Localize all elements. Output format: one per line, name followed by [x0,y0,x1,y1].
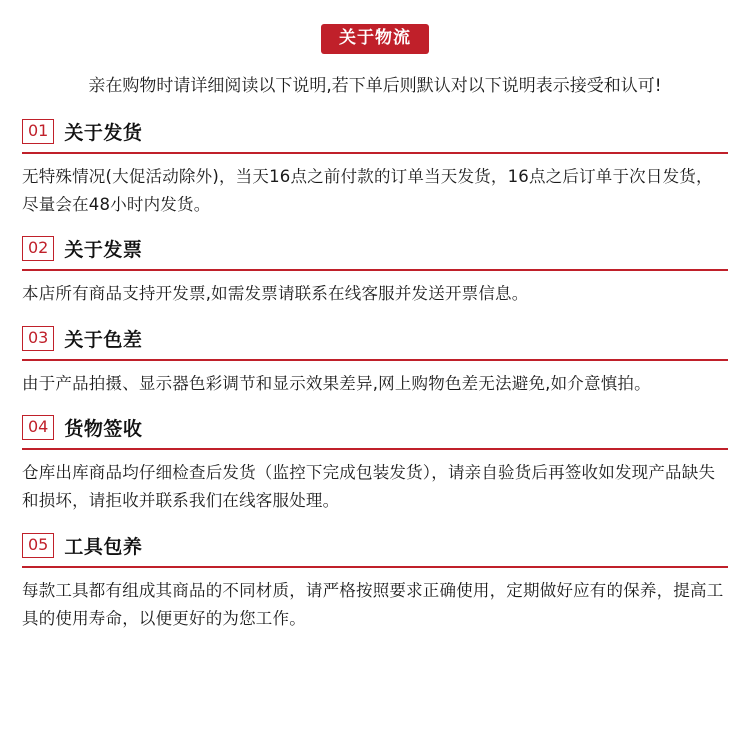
section-04-header [22,414,728,448]
section-05 [22,532,728,634]
section-05-header [22,532,728,566]
section-05-title: 工具包养 [64,535,143,558]
intro-text: 亲在购物时请详细阅读以下说明,若下单后则默认对以下说明表示接受和认可! [88,76,662,96]
section-05-number: 05 [22,533,54,558]
section-04-number: 04 [22,415,54,440]
section-02 [22,235,728,308]
section-03-number: 03 [22,326,54,351]
section-02-number: 02 [22,236,54,261]
section-02-header [22,235,728,269]
section-03 [22,325,728,398]
section-02-title: 关于发票 [64,239,143,262]
section-01-header [22,118,728,152]
page-title-container [22,0,728,66]
section-01-title: 关于发货 [64,121,143,144]
section-04-title: 货物签收 [64,418,143,440]
section-03-body: 由于产品拍摄、显示器色彩调节和显示效果差异,网上购物色差无法避免,如介意慎拍。 [22,373,651,393]
section-03-header [22,325,728,359]
section-01-body: 无特殊情况(大促活动除外)，当天16点之前付款的订单当天发货，16点之后订单于次日发货，尽量会在48小时内发货。 [22,166,713,214]
section-03-title: 关于色差 [64,328,143,351]
section-05-body: 每款工具都有组成其商品的不同材质，请严格按照要求正确使用，定期做好应有的保养，提高工具的使用寿命，以便更好的为您工作。 [22,580,724,629]
page-title: 关于物流 [321,24,429,54]
section-04 [22,414,728,516]
section-01 [22,118,728,220]
section-02-body: 本店所有商品支持开发票,如需发票请联系在线客服并发送开票信息。 [22,284,529,304]
section-04-body: 仓库出库商品均仔细检查后发货（监控下完成包装发货），请亲自验货后再签收如发现产品缺失和损坏，请拒收并联系我们在线客服处理。 [22,463,716,511]
section-01-number: 01 [22,119,54,144]
